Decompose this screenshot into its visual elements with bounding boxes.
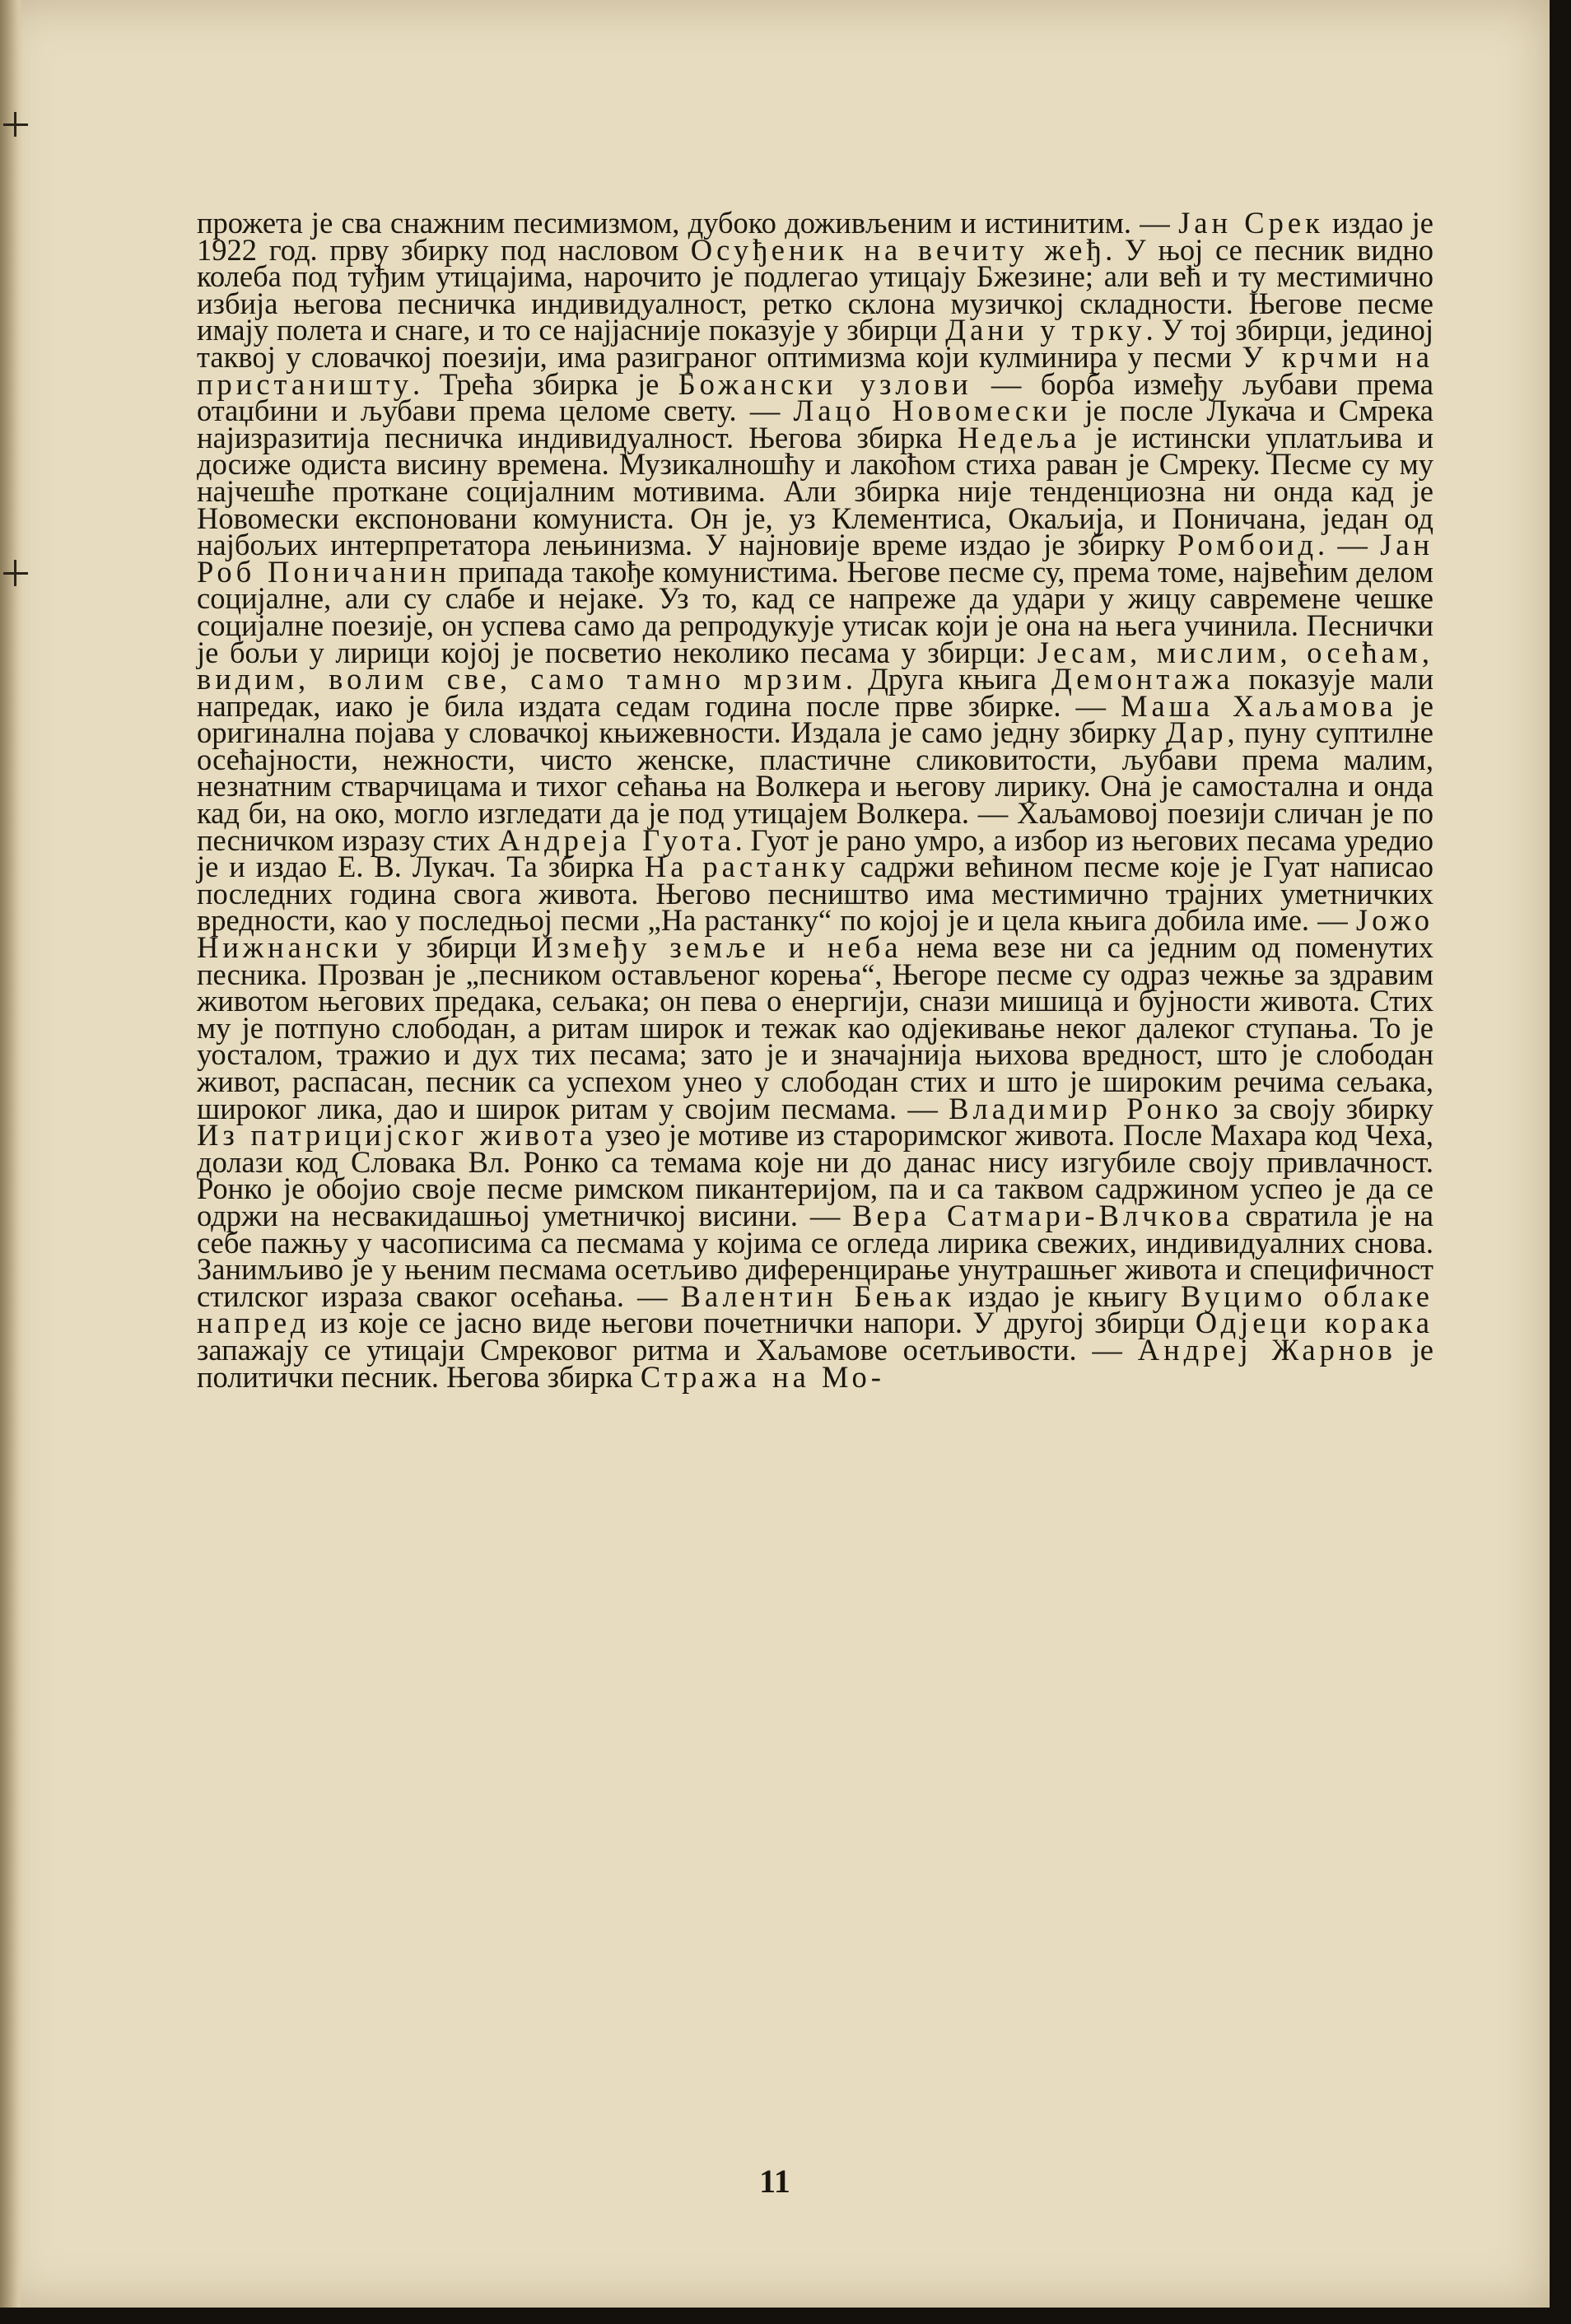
spaced-name-span: Владимир Ронко <box>949 1091 1223 1125</box>
spaced-name-span: Дани у трку <box>945 313 1146 347</box>
spaced-name-span: Валентин Бењак <box>680 1278 956 1313</box>
spaced-name-span: Из патрицијског живота <box>197 1118 598 1153</box>
text-span: запажају се утицаји Смрековог ритма и Хаљамове осетљивости. — <box>197 1332 1138 1367</box>
spaced-name-span: Ромбоид <box>1177 528 1318 562</box>
text-span: је оригинална појава у словачкој књижевности. Издала је само једну збирку <box>197 688 1433 750</box>
spaced-name-span: Вера Сатмари-Влчкова <box>852 1198 1233 1232</box>
binding-gutter <box>0 0 23 2308</box>
text-span: из које се јасно виде његови почетнички напори. У другој збирци <box>310 1306 1196 1340</box>
text-span: . У њој се песник видно колеба под туђим утицајима, нарочито је подлегао утицају Бжезине; али већ и ту местимично избија његова песничка индивидуалност, ретко склона музичкој складности. Његове песме имају полета и снаге, и то се најјасније показује у збирци <box>197 232 1433 347</box>
page-number: 11 <box>759 2163 790 2200</box>
spaced-name-span: Андреј Жарнов <box>1137 1332 1396 1367</box>
text-span: . Гуот је рано умро, а избор из његових песама уредио је и издао Е. В. Лукач. Та збирка <box>197 822 1433 884</box>
text-span: показује мали напредак, иако је била издата седам година после прве збирке. — <box>197 662 1433 723</box>
spaced-name-span: Јесам, мислим, осећам, видим, волим све, само тамно мрзим <box>197 635 1433 696</box>
spaced-name-span: Лацо Новомески <box>793 394 1072 428</box>
margin-tick-middle-stem <box>14 560 16 586</box>
spaced-name-span: Јан Срек <box>1178 206 1324 240</box>
text-span: садржи већином песме које је Гуат написао последних година свога живота. Његово песништво има местимично трајних уметничких вредности, као у последњој песми „На растанку“ по којој је и цела књига добила име. — <box>197 850 1433 938</box>
spaced-name-span: Недеља <box>957 420 1081 454</box>
text-span: је истински уплатљива и досиже одиста висину времена. Музикалношћу и лакоћом стиха раван је Смреку. Песме су му најчешће проткане социјалним мотивима. Али збирка није тенденциозна ни онда кад је Новомески експоновани комуниста. Он је, уз Клементиса, Окаљија, и Поничана, један од најбољих интерпретатора лењинизма. У најновије време издао је збирку <box>197 420 1434 562</box>
text-span: издао је књигу <box>955 1278 1181 1313</box>
spaced-name-span: На растанку <box>644 850 850 884</box>
spaced-name-span: Јан Роб Поничанин <box>197 528 1434 589</box>
spaced-name-span: Између земље и неба <box>531 930 902 965</box>
text-span: , пуну суптилне осећајности, нежности, чисто женске, пластичне сликовитости, љубави према малим, незнатним стварчицама и тихог сећања на Волкера и његову лирику. Она је самостална и онда кад би, на око, могло изгледати да је под утицајем Волкера. — Хаљамовој поезији сличан је по песничком изразу стих <box>197 715 1433 857</box>
spaced-name-span: Јожо Нижнански <box>197 903 1433 965</box>
text-span: свратила је на себе пажњу у часописима са песмама у којима се огледа лирика свежих, индивидуалних снова. Занимљиво је у њеним песмама осетљиво диференцирање унутрашњег живота и специфичност стилског израза сваког осећања. — <box>197 1198 1433 1313</box>
spaced-name-span: Андреја Гуота <box>498 822 735 857</box>
text-span: . — <box>1317 528 1381 562</box>
spaced-name-span: Одјеци корака <box>1195 1306 1433 1340</box>
text-span: . У тој збирци, јединој таквој у словачкој поезији, има разиграног оптимизма који кулминира у песми <box>197 313 1433 374</box>
spaced-name-span: Божански узлови <box>678 366 972 401</box>
text-span: . Друга књига <box>845 662 1051 696</box>
text-span: припада такође комунистима. Његове песме су, према томе, највећим делом социјалне, али су слабе и нејаке. Уз то, кад се напреже да удари у жицу савремене чешке социјалне поезије, он успева само да репродукује утисак који је она на њега учинила. Песнички је бољи у лирици којој је посветио неколико песама у збирци: <box>197 554 1433 669</box>
text-span: узео је мотиве из староримског живота. После Махара код Чеха, долази код Словака Вл. Ронко са темама које ни до данас нису изгубиле своју привлачност. Ронко је обојио своје песме римском пикантеријом, па и са таквом садржином успео је да се одржи на несвакидашњој уметничкој висини. — <box>197 1118 1433 1232</box>
text-span: је после Лукача и Смрека најизразитија песничка индивидуалност. Његова збирка <box>197 394 1434 454</box>
spaced-name-span: Вуцимо облаке напред <box>197 1278 1433 1340</box>
text-span: . Трећа збирка је <box>413 366 678 401</box>
margin-tick-top-stem <box>14 112 16 137</box>
text-span: нема везе ни са једним од поменутих песника. Прозван је „песником остављеног корења“, Његоре песме су одраз чежње за здравим животом његових предака, сељака; он пева о енергији, снази мишица и бујности живота. Стих му је потпуно слободан, а ритам широк и тежак као одјекивање неког далеког ступања. То је уосталом, тражио и дух тих песама; зато је и значајнија њихова вредност, што је слободан живот, распасан, песник са успехом унео у слободан стих и што је широким речима сељака, широког лика, дао и широк ритам у својим песмама. — <box>197 930 1433 1125</box>
spaced-name-span: Демонтажа <box>1051 662 1234 696</box>
text-span: издао је 1922 год. прву збирку под насловом <box>197 206 1434 267</box>
spaced-name-span: Дар <box>1166 715 1228 750</box>
spaced-name-span: У крчми на пристаништу <box>197 339 1434 401</box>
text-span: за своју збирку <box>1222 1091 1433 1125</box>
spaced-name-span: Стража на Мо- <box>640 1359 885 1394</box>
text-span: прожета је сва снажним песимизмом, дубоко доживљеним и истинитим. — <box>197 206 1179 240</box>
text-span: у збирци <box>381 930 532 965</box>
text-span: — борба између љубави према отаџбини и љубави према целоме свету. — <box>197 366 1433 428</box>
spaced-name-span: Осуђеник на вечиту жеђ <box>690 232 1106 267</box>
body-text <box>197 206 1434 1394</box>
spaced-name-span: Маша Хаљамова <box>1121 688 1397 723</box>
text-span: је политички песник. Његова збирка <box>197 1332 1433 1394</box>
